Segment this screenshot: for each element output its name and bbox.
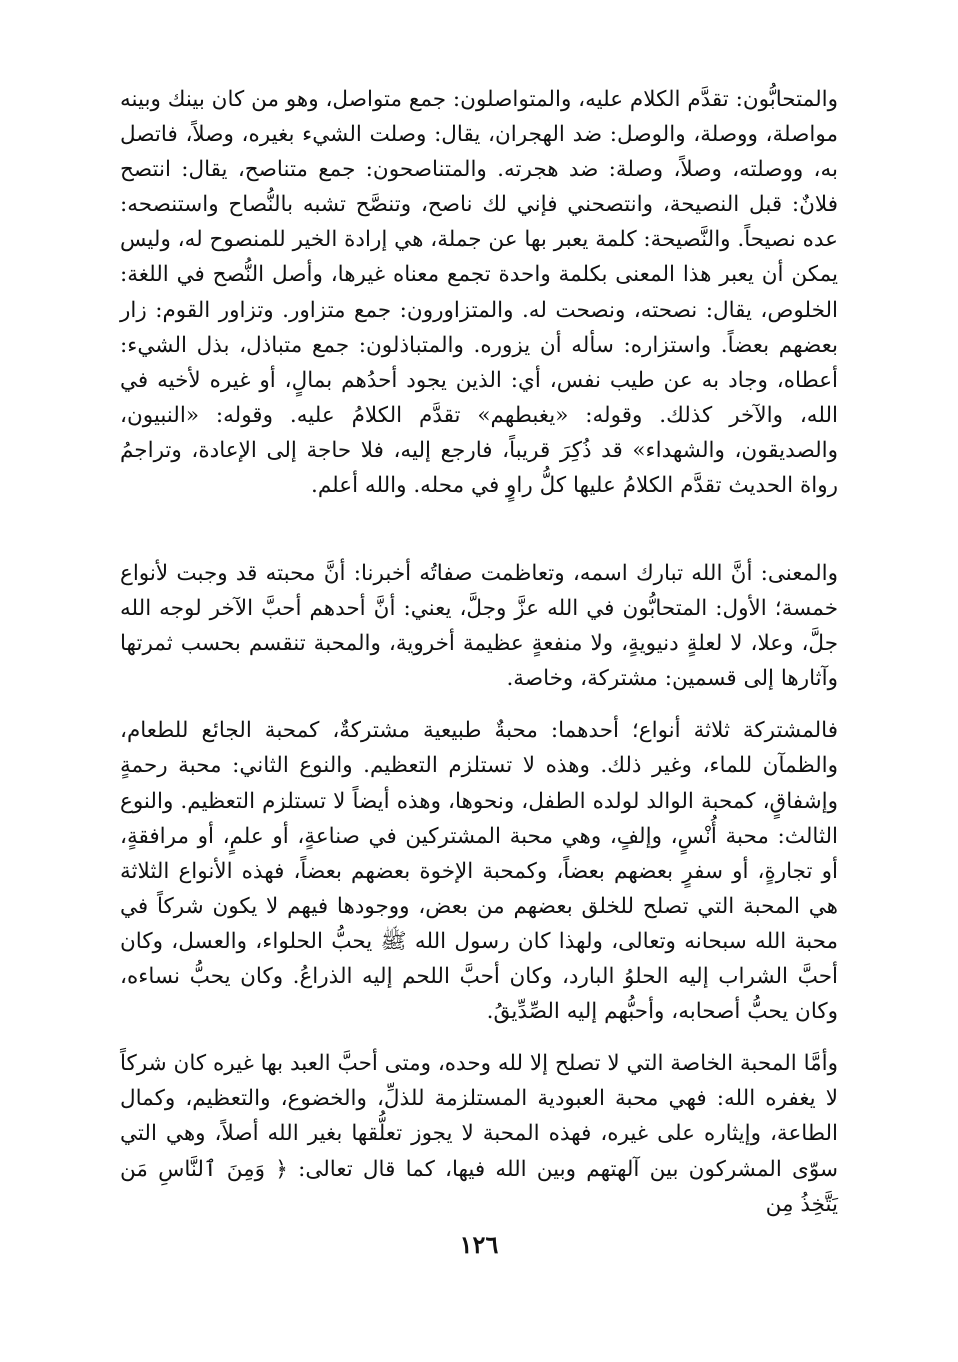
paragraph-4-line-1: وأمَّا المحبة الخاصة التي لا تصلح إلا لله وحده، ومتى أحبَّ العبد بها غيره كان xyxy=(173,1051,839,1077)
paragraph-1-line-6: للمنصوح له، وليس يمكن أن يعبر هذا المعنى بكلمة واحدة تجمع معناه غيرها، وأصل xyxy=(120,227,838,288)
page-number: ١٢٦ xyxy=(459,1230,499,1259)
paragraph-1-line-7: النُّصح في اللغة: الخلوص، يقال: نصحته، ونصحت له. والمتزاورون: جمع xyxy=(120,262,838,323)
paragraph-3-line-2: والظمآن للماء، وغير ذلك. وهذه لا تستلزم التعظيم. والنوع الثاني: محبة رحمةٍ xyxy=(120,753,838,779)
paragraph-4-line-4: سوّى المشركون بين آلهتهم وبين الله فيها، كما قال تعالى: ﴿ وَمِنَ ٱلنَّاسِ مَن يَتَّخِذُ مِن xyxy=(120,1156,838,1217)
paragraph-3-line-7: الله سبحانه وتعالى، ولهذا كان رسول الله ﷺ يحبُّ الحلواء، والعسل، وكان أحبَّ xyxy=(120,928,838,990)
paragraph-1-line-9: جمع متباذل، بذل الشيء: أعطاه، وجاد به عن طيب نفس، أي: الذين يجود أحدُهم xyxy=(120,332,839,393)
paragraph-3 xyxy=(120,713,838,1029)
paragraph-1-line-11: وقوله: «النبيون، والصديقون، والشهداء» قد ذُكِرَ قريباً، فارجع إليه، فلا حاجة إلى xyxy=(120,402,838,463)
paragraph-1 xyxy=(120,82,838,539)
paragraph-1-line-4: يقال: انتصح فلانٌ: قبل النصيحة، وانتصحني فإني لك ناصح، وتنصَّح تشبه بالنُّصاح xyxy=(120,157,839,218)
paragraph-4-line-3: الطاعة، وإيثاره على غيره، فهذه المحبة لا يجوز تعلُّقها بغير الله أصلاً، وهي التي xyxy=(120,1121,838,1147)
paragraph-2-line-4: وآثارها إلى قسمين: مشتركة، وخاصة. xyxy=(506,666,838,692)
paragraph-3-line-4: الثالث: محبة أُنْسٍ، وإلفٍ، وهي محبة المشتركين في صناعةٍ، أو علمٍ، أو مرافقةٍ، أو xyxy=(120,823,838,884)
paragraph-1-line-3: فاتصل به، ووصلته، وصلاً، وصلة: ضد هجرته. والمتناصحون: جمع متناصح، xyxy=(120,122,838,183)
paragraph-2-line-2: خمسة؛ الأول: المتحابُّون في الله عزَّ وجلَّ، يعني: أنَّ أحدهم أحبَّ الآخر لوجه الله xyxy=(120,596,838,622)
paragraph-1-line-2: وبينه مواصلة، ووصلة، والوصل: ضد الهجران، يقال: وصلت الشيء بغيره، وصلاً، xyxy=(120,87,838,148)
paragraph-4 xyxy=(120,1046,838,1221)
paragraph-4-line-2: شركاً لا يغفره الله: فهي محبة العبودية المستلزمة للذلِّ، والخضوع، والتعظيم، وكمال xyxy=(120,1051,838,1112)
paragraph-3-line-5: تجارةٍ، أو سفرٍ بعضهم بعضاً، وكمحبة الإخوة بعضهم بعضاً، فهذه الأنواع الثلاثة هي xyxy=(120,858,838,919)
paragraph-2 xyxy=(120,556,838,696)
paragraph-1-line-12: الإعادة، وتراجمُ رواة الحديث تقدَّم الكلامُ عليها كلُّ راوٍ في محله. والله أعلم. xyxy=(120,437,838,499)
paragraph-1-line-1: والمتحابُّون: تقدَّم الكلام عليه، والمتواصلون: جمع متواصل، وهو من كان بينك xyxy=(167,87,838,112)
paragraph-2-line-3: جلَّ، وعلا، لا لعلةٍ دنيويةٍ، ولا منفعةٍ عظيمة أخروية، والمحبة تنقسم بحسب ثمرتها xyxy=(120,631,838,657)
paragraph-1-line-5: واستنصحه: عده نصيحاً. والنَّصيحة: كلمة يعبر بها عن جملة، هي إرادة الخير xyxy=(120,192,838,253)
paragraph-3-line-8: الشراب إليه الحلوُ البارد، وكان أحبَّ اللحم إليه الذراعُ. وكان يحبُّ نساءه، وكان xyxy=(120,964,838,1025)
paragraph-3-line-3: وإشفاقٍ، كمحبة الوالد لولده الطفل، ونحوها، وهذه أيضاً لا تستلزم التعظيم. والنوع xyxy=(120,788,838,814)
paragraph-2-line-1: والمعنى: أنَّ الله تبارك اسمه، وتعاظمت صفاتُه أخبرنا: أنَّ محبته قد وجبت لأنواع xyxy=(120,561,838,586)
paragraph-3-line-6: المحبة التي تصلح للخلق بعضهم من بعض، ووجودها فيهم لا يكون شركاً في محبة xyxy=(120,893,838,954)
paragraph-1-line-8: متزاور. وتزاور القوم: زار بعضهم بعضاً. واستزاره: سأله أن يزوره. والمتباذلون: xyxy=(120,297,838,358)
paragraph-1-line-10: بمالٍ، أو غيره لأخيه في الله، والآخر كذلك. وقوله: «يغبطهم» تقدَّم الكلامُ عليه. xyxy=(120,367,838,428)
paragraph-3-line-1: فالمشتركة ثلاثة أنواع؛ أحدهما: محبةٌ طبيعية مشتركةٌ، كمحبة الجائع للطعام، xyxy=(120,718,838,744)
paragraph-3-line-9: يحبُّ أصحابه، وأحبُّهم إليه الصِّدِّيقُ. xyxy=(486,999,789,1025)
